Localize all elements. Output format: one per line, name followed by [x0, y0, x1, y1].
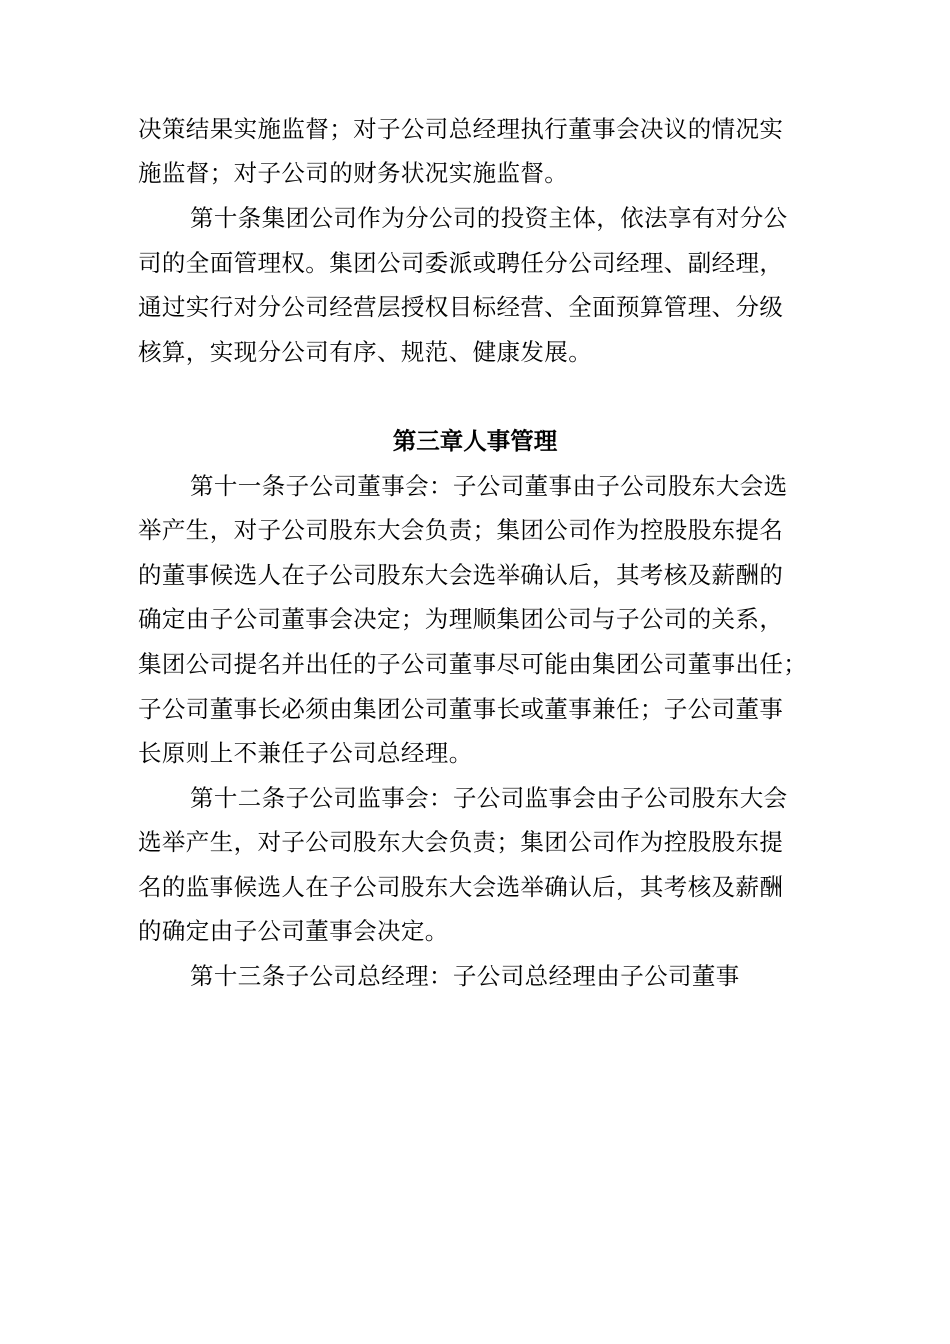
- paragraph-1-line-1: 决策结果实施监督；对子公司总经理执行董事会决议的情况实: [138, 115, 784, 143]
- article-12-line-3: 名的监事候选人在子公司股东大会选举确认后，其考核及薪酬: [138, 873, 784, 901]
- article-10-line-4: 核算，实现分公司有序、规范、健康发展。: [138, 338, 593, 366]
- article-11-line-5: 集团公司提名并出任的子公司董事尽可能由集团公司董事出任；: [138, 650, 808, 678]
- article-11-line-2: 举产生，对子公司股东大会负责；集团公司作为控股股东提名: [138, 516, 784, 544]
- article-11-line-7: 长原则上不兼任子公司总经理。: [138, 739, 473, 767]
- article-12-line-2: 选举产生，对子公司股东大会负责；集团公司作为控股股东提: [138, 828, 784, 856]
- paragraph-1-line-2: 施监督；对子公司的财务状况实施监督。: [138, 159, 569, 187]
- article-10-line-3: 通过实行对分公司经营层授权目标经营、全面预算管理、分级: [138, 293, 784, 321]
- article-11-line-3: 的董事候选人在子公司股东大会选举确认后，其考核及薪酬的: [138, 561, 784, 589]
- article-10-line-1: 第十条集团公司作为分公司的投资主体，依法享有对分公: [190, 204, 788, 232]
- article-12-line-4: 的确定由子公司董事会决定。: [138, 917, 449, 945]
- article-13-line-1: 第十三条子公司总经理：子公司总经理由子公司董事: [190, 962, 740, 990]
- article-11-line-4: 确定由子公司董事会决定；为理顺集团公司与子公司的关系，: [138, 605, 784, 633]
- article-11-line-6: 子公司董事长必须由集团公司董事长或董事兼任；子公司董事: [138, 695, 784, 723]
- article-12-line-1: 第十二条子公司监事会：子公司监事会由子公司股东大会: [190, 784, 788, 812]
- article-11-line-1: 第十一条子公司董事会：子公司董事由子公司股东大会选: [190, 472, 788, 500]
- article-10-line-2: 司的全面管理权。集团公司委派或聘任分公司经理、副经理，: [138, 249, 784, 277]
- chapter-heading: 第三章人事管理: [392, 427, 558, 455]
